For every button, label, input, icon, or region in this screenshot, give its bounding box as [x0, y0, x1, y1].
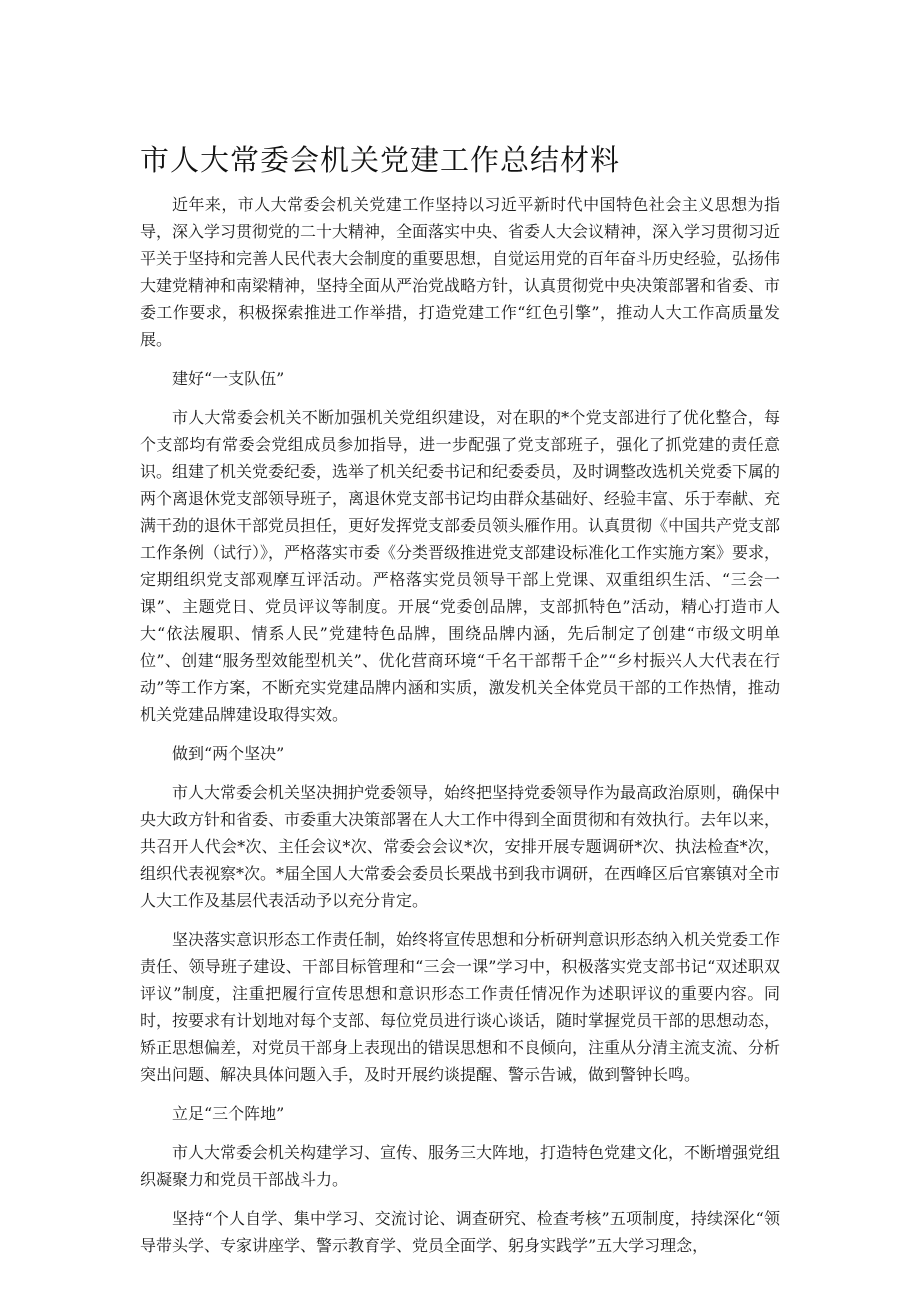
paragraph-three-fronts: 市人大常委会机关构建学习、宣传、服务三大阵地，打造特色党建文化，不断增强党组织凝聚力和党员干部战斗力。: [140, 1143, 781, 1189]
paragraph-party-leadership: 市人大常委会机关坚决拥护党委领导，始终把坚持党委领导作为最高政治原则，确保中央大政方针和省委、市委重大决策部署在人大工作中得到全面贯彻和有效执行。去年以来，共召开人代会*次、主任会议*次、常委会会议*次，安排开展专题调研*次、执法检查*次，组织代表视察*次。*届全国人大常委会委员长栗战书到我市调研，在西峰区后官寨镇对全市人大工作及基层代表活动予以充分肯定。: [140, 783, 781, 910]
section-heading-one-team: 建好“一支队伍”: [172, 369, 285, 388]
section-heading-three-fronts: 立足“三个阵地”: [172, 1104, 285, 1123]
paragraph-team-building: 市人大常委会机关不断加强机关党组织建设，对在职的*个党支部进行了优化整合，每个支部均有常委会党组成员参加指导，进一步配强了党支部班子，强化了抓党建的责任意识。组建了机关党委纪委，选举了机关纪委书记和纪委委员，及时调整改选机关党委下属的两个离退休党支部领导班子，离退休党支部书记均由群众基础好、经验丰富、乐于奉献、充满干劲的退休干部党员担任，更好发挥党支部委员领头雁作用。认真贯彻《中国共产党支部工作条例（试行）》，严格落实市委《分类晋级推进党支部建设标准化工作实施方案》要求，定期组织党支部观摩互评活动。严格落实党员领导干部上党课、双重组织生活、“三会一课”、主题党日、党员评议等制度。开展“党委创品牌，支部抓特色”活动，精心打造市人大“依法履职、情系人民”党建特色品牌，围绕品牌内涵，先后制定了创建“市级文明单位”、创建“服务型效能型机关”、优化营商环境“千名干部帮千企”“乡村振兴人大代表在行动”等工作方案，不断充实党建品牌内涵和实质，激发机关全体党员干部的工作热情，推动机关党建品牌建设取得实效。: [140, 408, 781, 724]
section-heading-two-resolutes: 做到“两个坚决”: [172, 744, 285, 763]
paragraph-ideology-responsibility: 坚决落实意识形态工作责任制，始终将宣传思想和分析研判意识形态纳入机关党委工作责任、领导班子建设、干部目标管理和“三会一课”学习中，积极落实党支部书记“双述职双评议”制度，注重把履行宣传思想和意识形态工作责任情况作为述职评议的重要内容。同时，按要求有计划地对每个支部、每位党员进行谈心谈话，随时掌握党员干部的思想动态，矫正思想偏差，对党员干部身上表现出的错误思想和不良倾向，注重从分清主流支流、分析突出问题、解决具体问题入手，及时开展约谈提醒、警示告诫，做到警钟长鸣。: [140, 930, 781, 1084]
document-body: [140, 191, 780, 1271]
paragraph-study-system: 坚持“个人自学、集中学习、交流讨论、调查研究、检查考核”五项制度，持续深化“领导带头学、专家讲座学、警示教育学、党员全面学、躬身实践学”五大学习理念，: [140, 1209, 780, 1255]
document-title: 市人大常委会机关党建工作总结材料: [140, 143, 621, 177]
paragraph-intro: 近年来，市人大常委会机关党建工作坚持以习近平新时代中国特色社会主义思想为指导，深入学习贯彻党的二十大精神，全面落实中央、省委人大会议精神，深入学习贯彻习近平关于坚持和完善人民代表大会制度的重要思想，自觉运用党的百年奋斗历史经验，弘扬伟大建党精神和南梁精神，坚持全面从严治党战略方针，认真贯彻党中央决策部署和省委、市委工作要求，积极探索推进工作举措，打造党建工作“红色引擎”，推动人大工作高质量发展。: [140, 195, 781, 349]
